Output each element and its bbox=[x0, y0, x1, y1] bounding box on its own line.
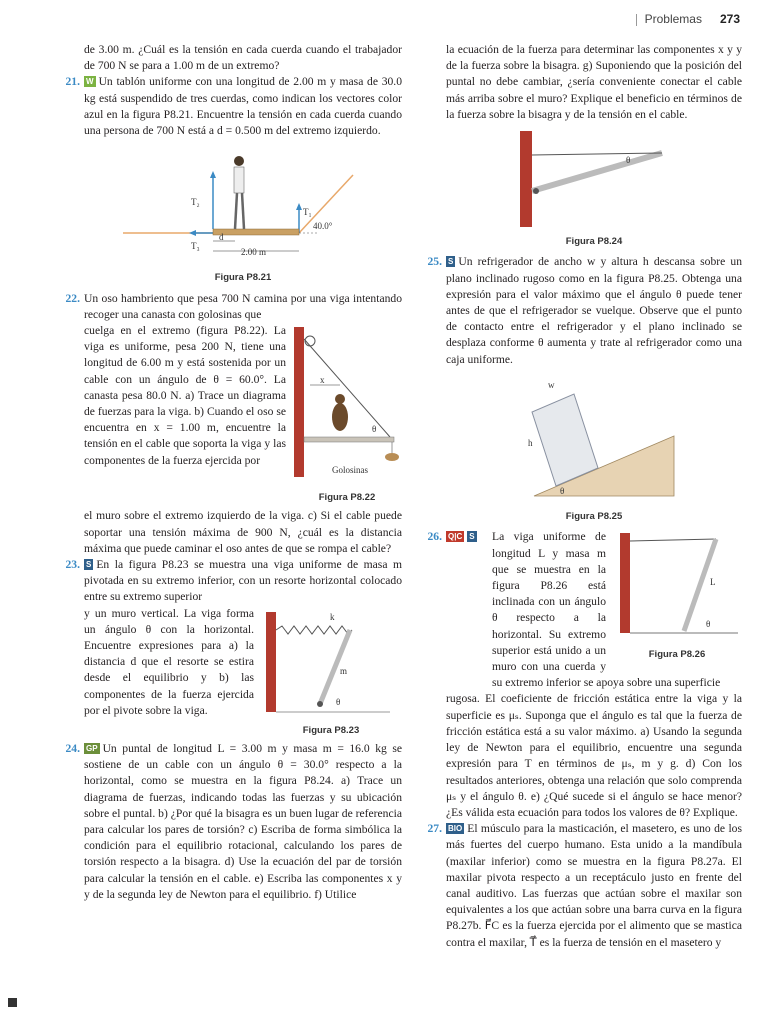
problem-24-tag: GP bbox=[86, 744, 98, 754]
problem-23-text-b: y un muro vertical. La viga forma un ángulo θ con la horizontal. Encuentre expresiones para a) la distancia d que el resorte se estira desde el equilibrio y b) las componentes de la fuerza ejercida por el pivote sobre la viga. bbox=[84, 606, 254, 717]
figure-p8-26 bbox=[612, 531, 742, 662]
problem-21-tag: W bbox=[86, 77, 94, 87]
figure-p8-26-L: L bbox=[710, 577, 716, 588]
figure-p8-21-caption: Figura P8.21 bbox=[214, 272, 272, 284]
figure-p8-26-drawing bbox=[612, 531, 742, 641]
problem-26-tag-s: S bbox=[469, 532, 475, 542]
figure-p8-26-caption: Figura P8.26 bbox=[648, 648, 706, 660]
problem-22 bbox=[65, 291, 402, 323]
problem-23-tag: S bbox=[86, 560, 92, 570]
corner-mark bbox=[8, 998, 17, 1007]
figure-p8-23-caption: Figura P8.23 bbox=[302, 724, 360, 736]
problem-23 bbox=[65, 557, 402, 606]
figure-p8-22-drawing bbox=[292, 325, 402, 485]
problem-25-text: Un refrigerador de ancho w y altura h descansa sobre un plano inclinado rugoso como en la figura P8.25. Obtenga una expresión para el valor máximo que el ángulo θ puede tener antes de que el refrigerador se vuelque. Observe que el punto de contacto entre el refrigerador y el plano inclinado se desplaza conforme θ aumenta y trate al refrigerador como una caja uniforme. bbox=[446, 255, 742, 366]
figure-p8-24-caption: Figura P8.24 bbox=[565, 236, 623, 248]
figure-p8-25-caption: Figura P8.25 bbox=[565, 511, 623, 523]
figure-p8-25-w: w bbox=[548, 379, 555, 390]
figure-p8-22 bbox=[292, 325, 402, 506]
figure-p8-23-drawing bbox=[260, 608, 402, 718]
figure-p8-23 bbox=[260, 608, 402, 739]
problem-26-number: 26. bbox=[427, 530, 442, 544]
problem-22-text-b: cuelga en el extremo (figura P8.22). La viga es uniforme, pesa 200 N, tiene una longitud de 6.00 m y está sostenida por un cable con un ángulo de θ = 60.0°. La canasta pesa 80.0 N. a) Trace un diagrama de fuerzas para la viga. b) Cuando el oso se encuentra en x = 1.00 m, encuentre la tensión en el cable que soporta la viga y las componentes de la fuerza ejercida por bbox=[84, 324, 286, 467]
figure-p8-21-drawing bbox=[113, 145, 373, 265]
figure-p8-21-t2: T₂ bbox=[191, 197, 200, 208]
figure-p8-21-t3: T₃ bbox=[191, 241, 200, 252]
figure-p8-25 bbox=[446, 374, 742, 525]
problem-20-continuation: de 3.00 m. ¿Cuál es la tensión en cada cuerda cuando el trabajador de 700 N se para a 1.00 m de un extremo? bbox=[84, 43, 402, 73]
figure-p8-22-x: x bbox=[320, 375, 325, 386]
problem-25 bbox=[427, 254, 742, 367]
problem-27-tag: BIO bbox=[448, 824, 463, 834]
figure-p8-25-theta: θ bbox=[560, 485, 565, 496]
problem-27 bbox=[427, 821, 742, 951]
right-column bbox=[427, 42, 742, 951]
problem-24 bbox=[65, 741, 402, 903]
figure-p8-23-m: m bbox=[340, 665, 348, 676]
problem-26-tag-qc: Q|C bbox=[448, 532, 463, 542]
header-section: Problemas bbox=[644, 12, 702, 26]
problem-25-tag: S bbox=[448, 257, 454, 267]
figure-p8-22-theta: θ bbox=[372, 424, 377, 435]
problem-22-text-c: el muro sobre el extremo izquierdo de la viga. c) Si el cable puede soportar una tensión máxima de 900 N, ¿cuál es la distancia máxima que puede caminar el oso antes de que se rompa el cable? bbox=[84, 509, 402, 555]
figure-p8-24-theta: θ bbox=[626, 155, 631, 166]
figure-p8-24-drawing bbox=[514, 129, 674, 229]
figure-p8-26-theta: θ bbox=[706, 619, 711, 630]
figure-p8-25-drawing bbox=[504, 374, 684, 504]
left-column bbox=[65, 42, 402, 903]
figure-p8-21 bbox=[84, 145, 402, 286]
problem-25-number: 25. bbox=[427, 255, 442, 269]
problem-27-text: El músculo para la masticación, el masetero, es uno de los más fuertes del cuerpo humano. Esta unido a la mandíbula (maxilar inferior) como se muestra en la figura P8.27a. El maxilar pivota respecto a un receptáculo justo en frente del canal auditivo. Las fuerzas que actúan sobre el maxilar son equivalentes a los que actúan sobre una barra curva en la figura P8.27b. F⃗C es la fuerza ejercida por el alimento que se mastica contra el maxilar, T⃗ es la fuerza de tensión en el masetero y bbox=[446, 822, 742, 949]
problem-22-text-a: Un oso hambriento que pesa 700 N camina por una viga intentando recoger una canasta con golosinas que bbox=[84, 291, 402, 321]
page-number: 273 bbox=[719, 12, 740, 26]
problem-21 bbox=[65, 74, 402, 139]
page-header bbox=[636, 12, 740, 26]
problem-24-continuation: la ecuación de la fuerza para determinar las componentes x y y de la fuerza sobre la bisagra. g) Suponiendo que la posición del puntal no debe cambiar, ¿sería conveniente conectar el cable más arriba sobre el muro? Explique el beneficio en términos de la fuerza sobre la bisagra y de la tensión en el cable. bbox=[446, 43, 742, 121]
problem-23-text-a: En la figura P8.23 se muestra una viga uniforme de masa m pivotada en su extremo inferior, con un resorte horizontal colocado entre su extremo superior bbox=[84, 558, 402, 604]
figure-p8-23-theta: θ bbox=[336, 696, 341, 707]
problem-24-number: 24. bbox=[65, 742, 80, 756]
problem-26 bbox=[427, 529, 742, 545]
figure-p8-25-h: h bbox=[528, 437, 533, 448]
figure-p8-21-t1: T₁ bbox=[303, 207, 312, 218]
problem-21-number: 21. bbox=[65, 75, 80, 89]
figure-p8-21-d: d bbox=[219, 232, 224, 243]
problem-23-number: 23. bbox=[65, 558, 80, 572]
problem-24-text: Un puntal de longitud L = 3.00 m y masa m = 16.0 kg se sostiene de un cable con un ángulo θ = 30.0° respecto a la horizontal, como se muestra en la figura P8.24. a) Trace un diagrama de fuerzas, indicando todas las fuerzas y su ubicación sobre el puntal. b) ¿Por qué la bisagra es un buen lugar de referencia para calcular los pares de torsión? c) Escriba de forma simbólica la condición para el equilibrio rotacional, calculando los pares de torsión respecto a la bisagra. d) Use la ecuación del par de torsión para calcular la tensión en el cable. e) Escriba las componentes x y y de la segunda ley de Newton para el equilibrio. f) Utilice bbox=[84, 742, 402, 901]
figure-p8-23-k: k bbox=[330, 611, 335, 622]
figure-p8-22-golosinas: Golosinas bbox=[332, 465, 368, 476]
problem-26-text-a: La viga uniforme de longitud L y masa m que se muestra en la figura P8.26 está inclinada con un ángulo θ respecto a la horizontal. Su extremo superior está unido a un muro con una cuerda y su extremo inferior se apoya sobre una superficie bbox=[492, 530, 721, 690]
figure-p8-22-caption: Figura P8.22 bbox=[318, 492, 376, 504]
problem-22-number: 22. bbox=[65, 291, 80, 305]
problem-21-text: Un tablón uniforme con una longitud de 2.00 m y masa de 30.0 kg está suspendido de tres cuerdas, como indican los vectores color azul en la figura P8.21. Encuentre la tensión en cada cuerda cuando una persona de 700 N está a d = 0.500 m del extremo izquierdo. bbox=[84, 75, 402, 138]
figure-p8-21-angle: 40.0° bbox=[313, 221, 333, 232]
figure-p8-21-length: 2.00 m bbox=[241, 247, 267, 258]
problem-27-number: 27. bbox=[427, 822, 442, 836]
figure-p8-24 bbox=[446, 129, 742, 250]
problem-26-text-b: rugosa. El coeficiente de fricción estática entre la viga y la superficie es μₛ. Suponga que el ángulo es tal que la fuerza de fricción estática está a su valor máximo. a) Usando la segunda ley de Newton para el equilibrio, encuentre una segunda expresión para T en términos de μₛ, m y g. d) Con los resultados anteriores, obtenga una relación que solo comprenda μₛ y el ángulo θ. e) ¿Qué sucede si el ángulo se hace menor? ¿Es válida esta ecuación para todos los valores de θ? Explique. bbox=[446, 692, 742, 819]
header-divider bbox=[636, 14, 637, 26]
